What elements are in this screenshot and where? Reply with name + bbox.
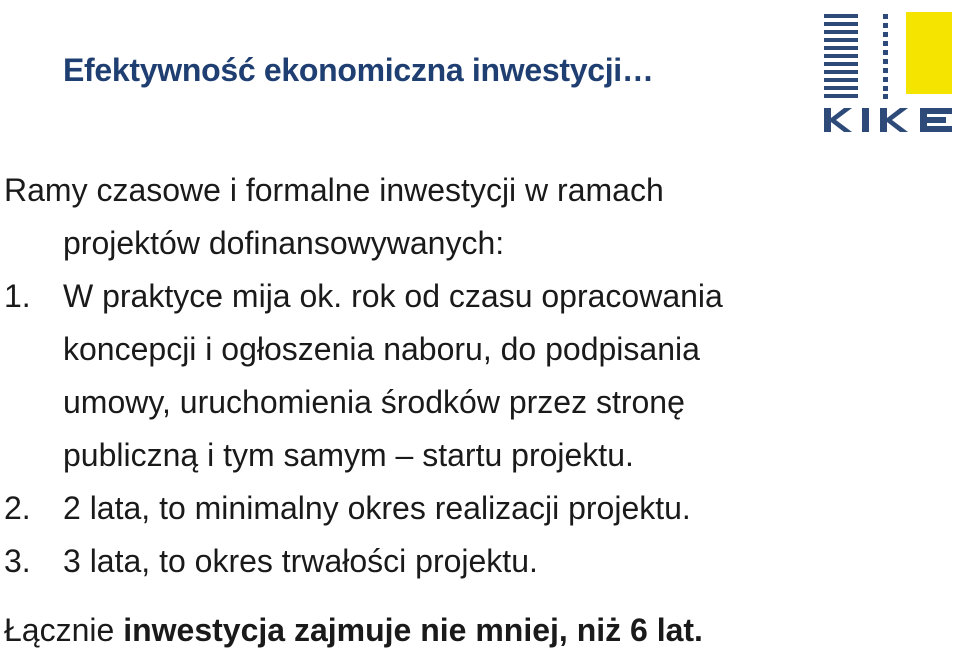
list-item-number: 1. [4,278,31,314]
list-item-text [63,535,538,588]
summary-prefix: Łącznie [4,612,124,648]
list-item-line: W praktyce mija ok. rok od czasu opracowania [63,278,723,314]
list-item-line: 2 lata, to minimalny okres realizacji projektu. [63,490,691,526]
kike-logo [822,12,954,136]
logo-stripes [824,14,858,98]
list-item-line: umowy, uruchomienia środków przez stronę [63,384,685,420]
list-item [4,270,723,482]
logo-letters [824,108,952,132]
list-item-text [63,270,723,482]
numbered-list [4,270,723,588]
list-item [4,535,723,588]
intro-line: Ramy czasowe i formalne inwestycji w ramach [4,172,664,208]
list-item-line: 3 lata, to okres trwałości projektu. [63,543,538,579]
logo-yellow-block [906,12,952,94]
summary-emphasis: inwestycja zajmuje nie mniej, niż 6 lat. [123,612,703,648]
summary-text [4,604,703,657]
list-item [4,482,723,535]
list-item-number: 3. [4,543,31,579]
list-item-line: publiczną i tym samym – startu projektu. [63,437,634,473]
slide-title: Efektywność ekonomiczna inwestycji… [63,52,654,88]
intro-text [4,164,664,270]
logo-dots [883,14,888,99]
list-item-number: 2. [4,490,31,526]
list-item-line: koncepcji i ogłoszenia naboru, do podpisania [63,331,700,367]
intro-line: projektów dofinansowywanych: [63,225,505,261]
list-item-text [63,482,691,535]
